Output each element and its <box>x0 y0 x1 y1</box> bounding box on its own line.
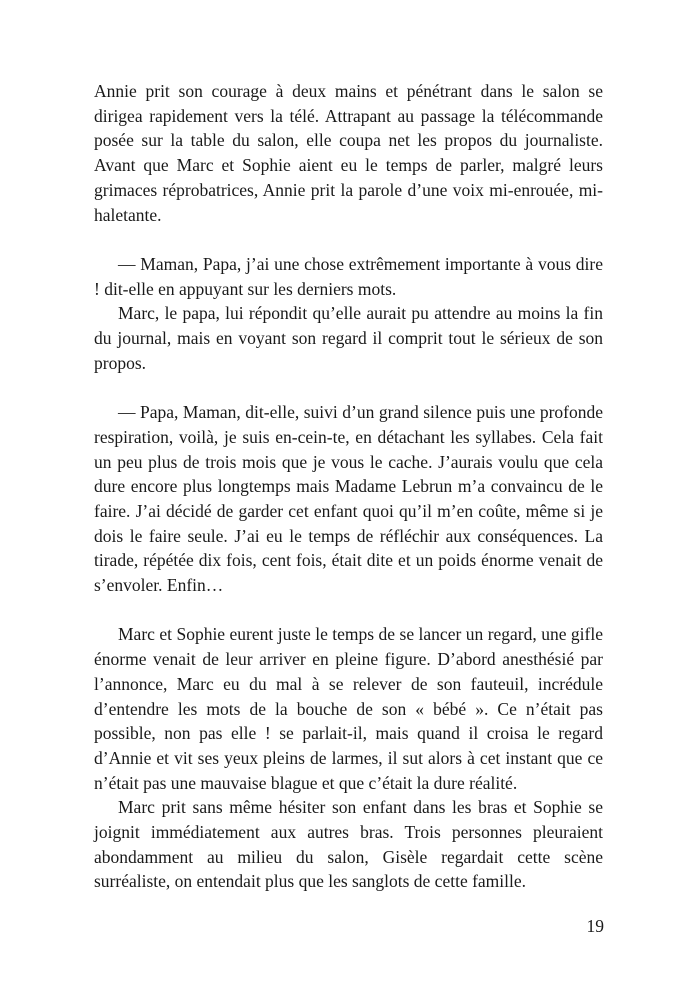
paragraph-5: Marc et Sophie eurent juste le temps de se lancer un regard, une gifle énorme venait de leur arriver en pleine figure. D’abord anesthésié par l’annonce, Marc eu du mal à se relever de son fauteuil, incrédule d’entendre les mots de la bouche de son « bébé ». Ce n’était pas possible, non pas elle ! se parlait-il, mais quand il croisa le regard d’Annie et vit ses yeux pleins de larmes, il sut alors à cet instant que ce n’était pas une mauvaise blague et que c’était la dure réalité. <box>94 624 603 793</box>
paragraph-4: — Papa, Maman, dit-elle, suivi d’un grand silence puis une profonde respiration, voilà, je suis en-cein-te, en détachant les syllabes. Cela fait un peu plus de trois mois que je vous le cache. J’aurais voulu que cela dure encore plus longtemps mais Madame Lebrun m’a convaincu de le faire. J’ai décidé de garder cet enfant quoi qu’il m’en coûte, même si je dois le faire seule. J’ai eu le temps de réfléchir aux conséquences. La tirade, répétée dix fois, cent fois, était dite et un poids énorme venait de s’envoler. Enfin… <box>94 402 603 596</box>
page-number: 19 <box>586 916 604 936</box>
paragraph-1: Annie prit son courage à deux mains et pénétrant dans le salon se dirigea rapidement vers la télé. Attrapant au passage la télécommande posée sur la table du salon, elle coupa net les propos du journaliste. Avant que Marc et Sophie aient eu le temps de parler, malgré leurs grimaces réprobatrices, Annie prit la parole d’une voix mi-enrouée, mi-haletante. <box>94 81 603 225</box>
paragraph-3: Marc, le papa, lui répondit qu’elle aurait pu attendre au moins la fin du journal, mais en voyant son regard il comprit tout le sérieux de son propos. <box>94 303 603 373</box>
body-text <box>94 79 603 894</box>
paragraph-6: Marc prit sans même hésiter son enfant dans les bras et Sophie se joignit immédiatement aux autres bras. Trois personnes pleuraient abondamment au milieu du salon, Gisèle regardait cette scène surréaliste, on entendait plus que les sanglots de cette famille. <box>94 797 603 892</box>
paragraph-2: — Maman, Papa, j’ai une chose extrêmement importante à vous dire ! dit-elle en appuyant sur les derniers mots. <box>94 253 603 299</box>
